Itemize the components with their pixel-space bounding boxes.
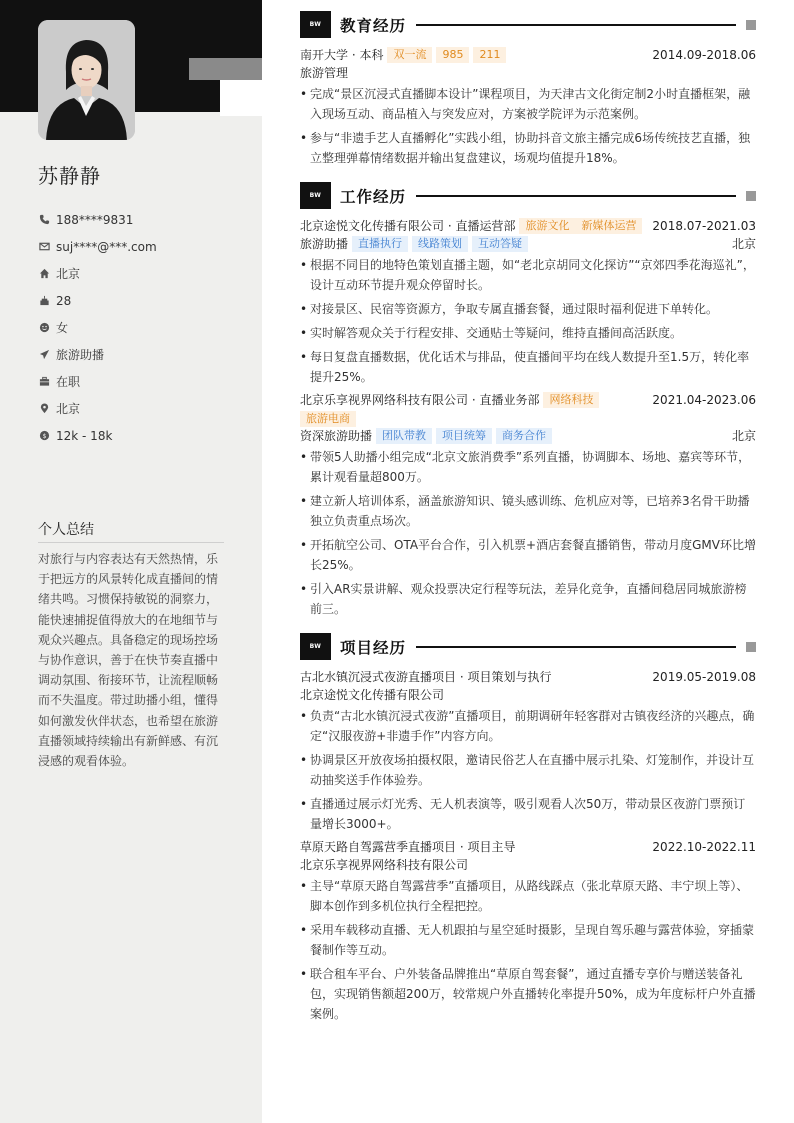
- info-position: [38, 341, 157, 368]
- section-divider: [416, 646, 736, 648]
- project-entry: [300, 838, 756, 1024]
- send-icon: [38, 349, 50, 361]
- education-major-row: [300, 64, 756, 82]
- section-square-icon: [746, 642, 756, 652]
- info-home: [38, 260, 157, 287]
- info-salary: [38, 422, 157, 449]
- list-item: • 开拓航空公司、OTA平台合作，引入机票+酒店套餐直播销售，带动月度GMV环比增长25%。: [300, 535, 756, 575]
- list-item: • 协调景区开放夜场拍摄权限，邀请民俗艺人在直播中展示扎染、灯笼制作，并设计互动抽奖送手作体验券。: [300, 750, 756, 790]
- work-date: 2018.07-2021.03: [652, 219, 756, 233]
- list-item: • 参与“非遗手艺人直播孵化”实践小组，协助抖音文旅主播完成6场传统技艺直播，独立整理弹幕情绪数据并输出复盘建议，场观均值提升18%。: [300, 128, 756, 168]
- project-bullets: [300, 876, 756, 1024]
- work-bullets: [300, 447, 756, 619]
- skill-tag: 商务合作: [496, 428, 552, 444]
- project-org: 北京途悦文化传播有限公司: [300, 688, 445, 702]
- education-section: [300, 11, 756, 168]
- education-date: 2014.09-2018.06: [652, 48, 756, 62]
- section-header: [300, 633, 756, 660]
- info-gender: [38, 314, 157, 341]
- project-header-row: [300, 668, 756, 686]
- list-item: • 根据不同目的地特色策划直播主题，如“老北京胡同文化探访”“京郊四季花海巡礼”，设计互动环节提升观众停留时长。: [300, 255, 756, 295]
- list-item: • 负责“古北水镇沉浸式夜游”直播项目，前期调研年轻客群对古镇夜经济的兴趣点，确定“汉服夜游+非遗手作”内容方向。: [300, 706, 756, 746]
- email-text: suj****@***.com: [56, 239, 157, 254]
- list-item: • 直播通过展示灯光秀、无人机表演等，吸引观看人次50万，带动景区夜游门票预订量增长3000+。: [300, 794, 756, 834]
- position-text: 旅游助播: [56, 348, 105, 362]
- cake-icon: [38, 295, 50, 307]
- education-bullets: [300, 84, 756, 168]
- skill-tag: 互动答疑: [472, 236, 528, 252]
- industry-tag: 旅游电商: [300, 411, 356, 427]
- section-square-icon: [746, 191, 756, 201]
- section-square-icon: [746, 20, 756, 30]
- project-name: 草原天路自驾露营季直播项目 · 项目主导: [300, 840, 516, 854]
- industry-tag: 网络科技: [543, 392, 599, 408]
- section-title: 项目经历: [340, 638, 407, 657]
- job-city: 北京: [731, 429, 756, 443]
- home-text: 北京: [56, 267, 81, 281]
- job-role: 资深旅游助播: [300, 429, 373, 443]
- list-item: • 主导“草原天路自驾露营季”直播项目，从路线踩点（张北草原天路、丰宁坝上等）、脚本创作到多机位执行全程把控。: [300, 876, 756, 916]
- section-divider: [416, 195, 736, 197]
- school-name: 南开大学 · 本科: [300, 48, 384, 62]
- project-date: 2022.10-2022.11: [652, 840, 756, 854]
- section-title: 教育经历: [340, 16, 407, 35]
- work-header-row: [300, 217, 756, 235]
- sidebar: [0, 0, 262, 1123]
- work-role-row: [300, 427, 756, 445]
- list-item: • 建立新人培训体系，涵盖旅游知识、镜头感训练、危机应对等，已培养3名骨干助播独立负责重点场次。: [300, 491, 756, 531]
- main-content: [300, 11, 756, 1038]
- skill-tag: 线路策划: [412, 236, 468, 252]
- section-divider: [416, 24, 736, 26]
- project-header-row: [300, 838, 756, 856]
- education-entry: [300, 46, 756, 168]
- home-icon: [38, 268, 50, 280]
- section-badge-icon: BW: [300, 11, 331, 38]
- school-tag: 985: [436, 47, 469, 63]
- education-header-row: [300, 46, 756, 64]
- projects-section: [300, 633, 756, 1024]
- school-tag: 211: [473, 47, 506, 63]
- section-header: [300, 182, 756, 209]
- phone-text: 188****9831: [56, 212, 134, 227]
- summary-title: 个人总结: [38, 519, 224, 543]
- gender-text: 女: [56, 321, 69, 335]
- age-text: 28: [56, 293, 72, 308]
- school-tag: 双一流: [387, 47, 432, 63]
- email-icon: [38, 241, 50, 253]
- work-section: [300, 182, 756, 619]
- company-name: 北京乐享视界网络科技有限公司 · 直播业务部: [300, 393, 540, 407]
- header-decoration-gray: [189, 58, 262, 80]
- list-item: • 采用车载移动直播、无人机跟拍与星空延时摄影，呈现自驾乐趣与露营体验，穿插蒙餐制作等互动。: [300, 920, 756, 960]
- section-title: 工作经历: [340, 187, 407, 206]
- salary-icon: [38, 430, 50, 442]
- work-bullets: [300, 255, 756, 387]
- work-role-row: [300, 235, 756, 253]
- skill-tag: 团队带教: [376, 428, 432, 444]
- salary-text: 12k - 18k: [56, 428, 113, 443]
- list-item: • 引入AR实景讲解、观众投票决定行程等玩法，差异化竞争，直播间稳居同城旅游榜前三。: [300, 579, 756, 619]
- project-entry: [300, 668, 756, 834]
- info-status: [38, 368, 157, 395]
- company-name: 北京途悦文化传播有限公司 · 直播运营部: [300, 219, 516, 233]
- work-date: 2021.04-2023.06: [652, 393, 756, 407]
- avatar-illustration: [38, 20, 135, 140]
- gender-icon: [38, 322, 50, 334]
- work-header-row: [300, 391, 756, 427]
- summary-text: 对旅行与内容表达有天然热情，乐于把远方的风景转化成直播间的情绪共鸣。习惯保持敏锐的洞察力，能快速捕捉值得放大的在地细节与观众兴趣点。具备稳定的现场控场与协作意识，善于在快节奏直播中调动氛围、衔接环节，让流程顺畅而不失温度。带过助播小组，懂得如何激发伙伴状态，也希望在旅游直播领域持续输出有新鲜感、有沉浸感的观看体验。: [38, 552, 219, 769]
- project-bullets: [300, 706, 756, 834]
- location-pin-icon: [38, 403, 50, 415]
- list-item: • 每日复盘直播数据，优化话术与排品，使直播间平均在线人数提升至1.5万，转化率提升25%。: [300, 347, 756, 387]
- work-entry: [300, 217, 756, 387]
- info-age: [38, 287, 157, 314]
- svg-text:$: $: [41, 431, 47, 440]
- project-org: 北京乐享视界网络科技有限公司: [300, 858, 469, 872]
- section-badge-icon: BW: [300, 633, 331, 660]
- project-date: 2019.05-2019.08: [652, 670, 756, 684]
- list-item: • 实时解答观众关于行程安排、交通贴士等疑问，维持直播间高活跃度。: [300, 323, 756, 343]
- header-decoration-white: [220, 80, 262, 116]
- status-text: 在职: [56, 375, 81, 389]
- work-entry: [300, 391, 756, 619]
- skill-tag: 直播执行: [352, 236, 408, 252]
- info-email: [38, 233, 157, 260]
- section-header: [300, 11, 756, 38]
- skill-tag: 项目统筹: [436, 428, 492, 444]
- major: 旅游管理: [300, 66, 349, 80]
- section-badge-icon: BW: [300, 182, 331, 209]
- location-text: 北京: [56, 402, 81, 416]
- info-phone: [38, 206, 157, 233]
- industry-tag: 新媒体运营: [575, 218, 642, 234]
- list-item: • 对接景区、民宿等资源方，争取专属直播套餐，通过限时福利促进下单转化。: [300, 299, 756, 319]
- profile-photo: [38, 20, 135, 140]
- info-location: [38, 395, 157, 422]
- project-org-row: [300, 856, 756, 874]
- project-name: 古北水镇沉浸式夜游直播项目 · 项目策划与执行: [300, 670, 552, 684]
- job-city: 北京: [731, 237, 756, 251]
- briefcase-icon: [38, 376, 50, 388]
- candidate-name: 苏静静: [38, 164, 101, 188]
- contact-info-list: [38, 206, 157, 449]
- industry-tag: 旅游文化: [519, 218, 575, 234]
- phone-icon: [38, 214, 50, 226]
- list-item: • 完成“景区沉浸式直播脚本设计”课程项目，为天津古文化街定制2小时直播框架，融入现场互动、商品植入与突发应对，方案被学院评为示范案例。: [300, 84, 756, 124]
- project-org-row: [300, 686, 756, 704]
- list-item: • 带领5人助播小组完成“北京文旅消费季”系列直播，协调脚本、场地、嘉宾等环节，累计观看量超800万。: [300, 447, 756, 487]
- job-role: 旅游助播: [300, 237, 349, 251]
- list-item: • 联合租车平台、户外装备品牌推出“草原自驾套餐”，通过直播专享价与赠送装备礼包，实现销售额超200万，较常规户外直播转化率提升50%，成为年度标杆户外直播案例。: [300, 964, 756, 1024]
